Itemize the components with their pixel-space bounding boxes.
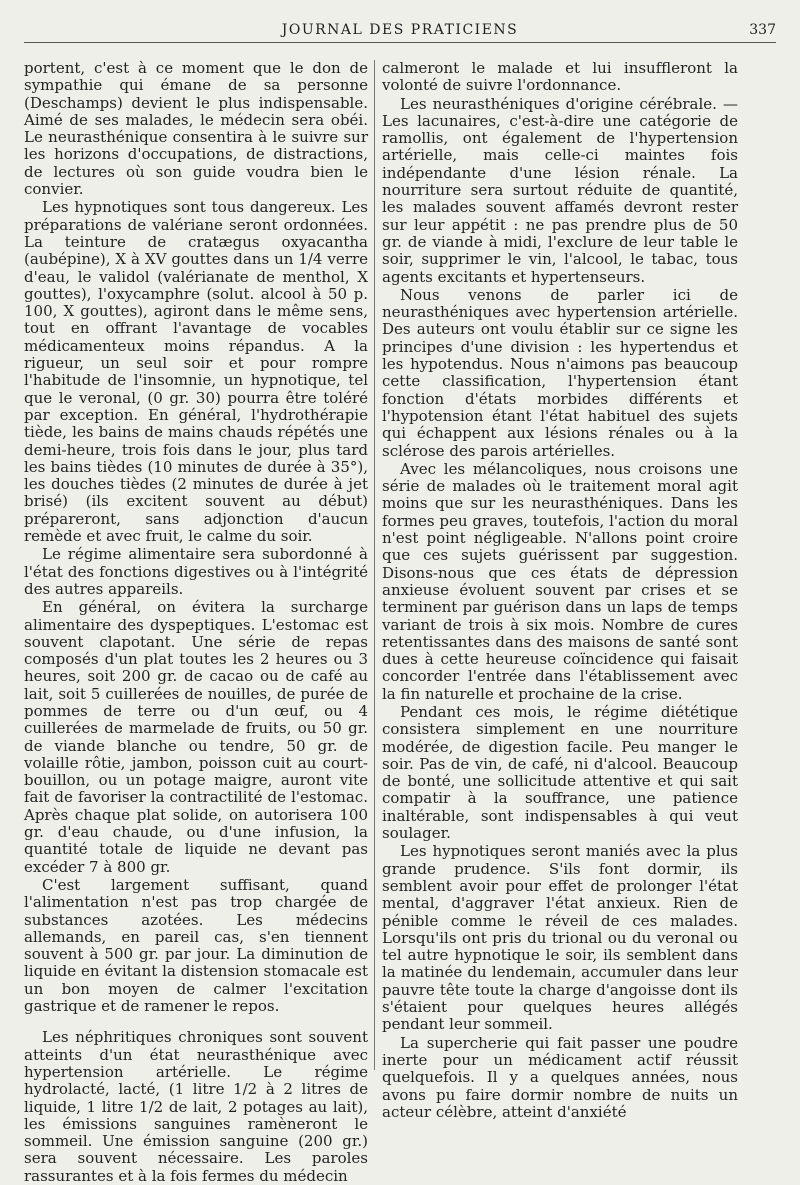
paragraph: Avec les mélancoliques, nous croisons une série de malades où le traitement moral agit moins que sur les neurasthéniques. Dans les formes peu graves, toutefois, l'action du moral n'est point négligeable. N'allons point croire que ces sujets guérissent par suggestion. Disons-nous que ces états de dépression anxieuse évoluent souvent par crises et se terminent par guérison dans un laps de temps variant de trois à six mois. Nombre de cures retentissantes dans des maisons de santé sont dues à cette heureuse coïncidence qui faisait concorder l'entrée dans l'établissement avec la fin naturelle et prochaine de la crise. xyxy=(382,459,738,703)
paragraph: portent, c'est à ce moment que le don de sympathie qui émane de sa personne (Deschamps) devient le plus indispensable. Aimé de ses malades, le médecin sera obéi. Le neurasthénique consentira à le suivre sur les horizons d'occupations, de distractions, de lectures où son guide voudra bien le convier. xyxy=(24,59,368,199)
paragraph: En général, on évitera la surcharge alimentaire des dyspeptiques. L'estomac est souvent clapotant. Une série de repas composés d'un plat toutes les 2 heures ou 3 heures, soit 200 gr. de cacao ou de café au lait, soit 5 cuillerées de nouilles, de purée de pommes de terre ou d'un œuf, ou 4 cuillerées de marmelade de fruits, ou 50 gr. de viande blanche ou tendre, 50 gr. de volaille rôtie, jambon, poisson cuit au court-bouillon, ou un potage maigre, auront vite fait de favoriser la contractilité de l'estomac. Après chaque plat solide, on autorisera 100 gr. d'eau chaude, ou d'une infusion, la quantité totale de liquide ne devant pas excéder 7 à 800 gr. xyxy=(24,598,368,876)
column-divider xyxy=(374,60,375,1070)
paragraph: calmeront le malade et lui insuffleront la volonté de suivre l'ordonnance. xyxy=(382,59,738,95)
right-column xyxy=(382,60,738,1121)
paragraph: Les néphritiques chroniques sont souvent atteints d'un état neurasthénique avec hypertension artérielle. Le régime hydrolacté, lacté, (1 litre 1/2 à 2 litres de liquide, 1 litre 1/2 de lait, 2 potages au lait), les émissions sanguines ramèneront le sommeil. Une émission sanguine (200 gr.) sera souvent nécessaire. Les paroles rassurantes et à la fois fermes du médecin xyxy=(24,1028,368,1185)
running-head xyxy=(24,14,776,43)
paragraph: Les hypnotiques seront maniés avec la plus grande prudence. S'ils font dormir, ils semblent avoir pour effet de prolonger l'état mental, d'aggraver l'état anxieux. Rien de pénible comme le réveil de ces malades. Lorsqu'ils ont pris du trional ou du veronal ou tel autre hypnotique le soir, ils semblent dans la matinée du lendemain, accumuler dans leur pauvre tête toute la charge d'angoisse dont ils s'étaient pour quelques heures allégés pendant leur sommeil. xyxy=(382,842,738,1034)
journal-title: JOURNAL DES PRATICIENS xyxy=(281,22,519,38)
paragraph: Nous venons de parler ici de neurasthéniques avec hypertension artérielle. Des auteurs ont voulu établir sur ce signe les principes d'une division : les hypertendus et les hypotendus. Nous n'aimons pas beaucoup cette classification, l'hypertension étant fonction d'états morbides différents et l'hypotension étant l'état habituel des sujets qui échappent aux lésions rénales ou à la sclérose des parois artérielles. xyxy=(382,285,738,460)
paragraph: C'est largement suffisant, quand l'alimentation n'est pas trop chargée de substances azotées. Les médecins allemands, en pareil cas, s'en tiennent souvent à 500 gr. par jour. La diminution de liquide en évitant la distension stomacale est un bon moyen de calmer l'excitation gastrique et de ramener le repos. xyxy=(24,875,368,1016)
paragraph: Les neurasthéniques d'origine cérébrale. — Les lacunaires, c'est-à-dire une catégorie de ramollis, ont également de l'hypertension artérielle, mais celle-ci maintes fois indépendante d'une lésion rénale. La nourriture sera surtout réduite de quantité, les malades souvent affamés devront rester sur leur appétit : ne pas prendre plus de 50 gr. de viande à midi, l'exclure de leur table le soir, supprimer le vin, l'alcool, le tabac, tous agents excitants et hypertenseurs. xyxy=(382,94,738,286)
paragraph: Le régime alimentaire sera subordonné à l'état des fonctions digestives ou à l'intégrité des autres appareils. xyxy=(24,545,368,598)
paragraph: Les hypnotiques sont tous dangereux. Les préparations de valériane seront ordonnées. La teinture de cratægus oxyacantha (aubépine), X à XV gouttes dans un 1/4 verre d'eau, le validol (valérianate de menthol, X gouttes), l'oxycamphre (solut. alcool à 50 p. 100, X gouttes), agiront dans le même sens, tout en offrant l'avantage de vocables médicamenteux moins répandus. A la rigueur, un seul soir et pour rompre l'habitude de l'insomnie, un hypnotique, tel que le veronal, (0 gr. 30) pourra être toléré par exception. En général, l'hydrothérapie tiède, les bains de mains chauds répétés une demi-heure, trois fois dans le jour, plus tard les bains tièdes (10 minutes de durée à 35°), les douches tièdes (2 minutes de durée à jet brisé) (ils excitent souvent au début) prépareront, sans adjonction d'aucun remède et avec fruit, le calme du soir. xyxy=(24,198,368,546)
paragraph: La supercherie qui fait passer une poudre inerte pour un médicament actif réussit quelquefois. Il y a quelques années, nous avons pu faire dormir nombre de nuits un acteur célèbre, atteint d'anxiété xyxy=(382,1033,738,1121)
paragraph: Pendant ces mois, le régime diététique consistera simplement en une nourriture modérée, de digestion facile. Peu manger le soir. Pas de vin, de café, ni d'alcool. Beaucoup de bonté, une sollicitude attentive et qui sait compatir à la souffrance, une patience inaltérable, sont indispensables à qui veut soulager. xyxy=(382,702,738,843)
page-number: 337 xyxy=(749,22,776,38)
left-column xyxy=(24,60,368,1185)
